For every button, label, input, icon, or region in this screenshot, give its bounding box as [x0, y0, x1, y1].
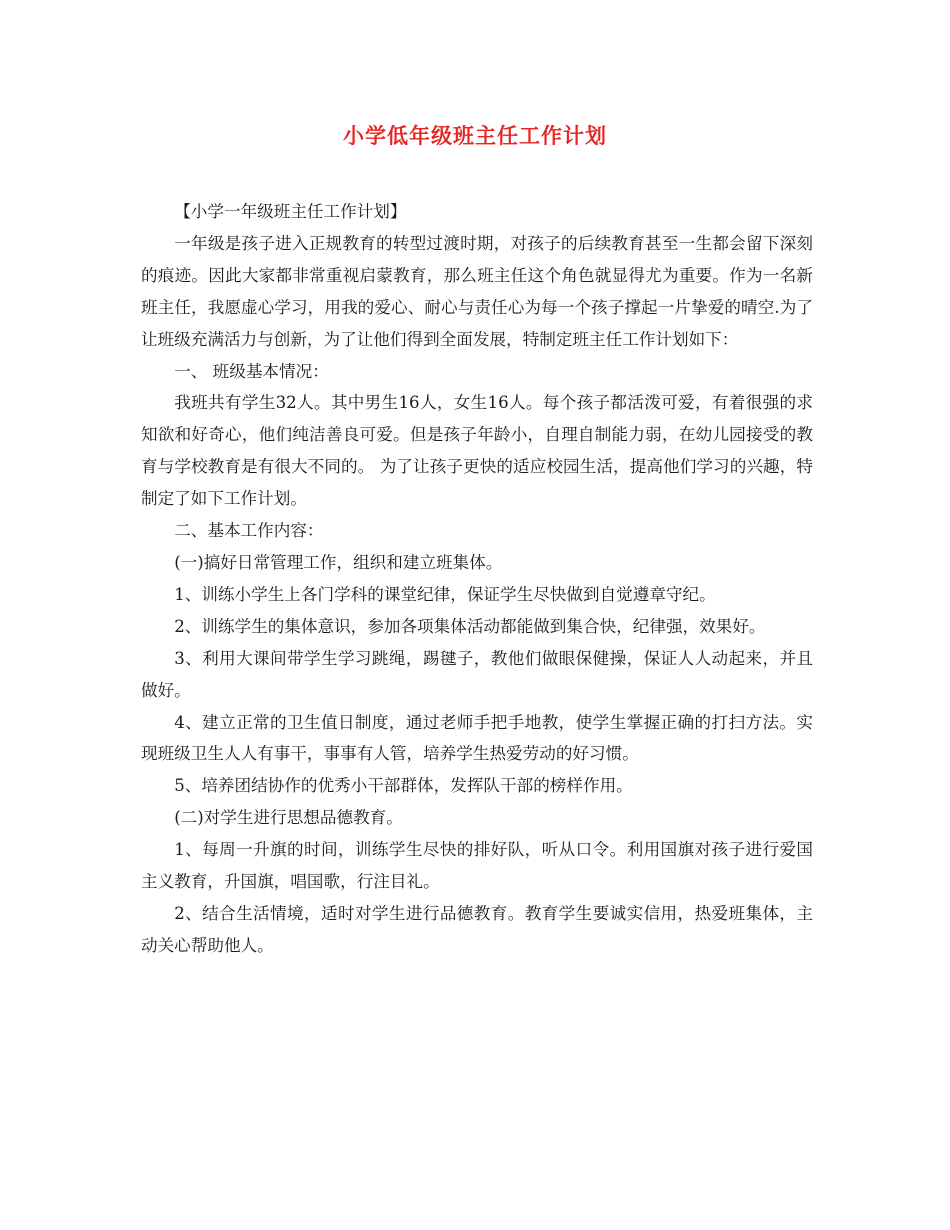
subsection-heading-moral-education: (二)对学生进行思想品德教育。	[174, 808, 403, 828]
list-item: 3、利用大课间带学生学习跳绳，踢毽子，教他们做眼保健操，保证人人动起来，并且做好。	[141, 648, 813, 700]
document-body	[141, 196, 813, 962]
list-item: 2、结合生活情境，适时对学生进行品德教育。教育学生要诚实信用，热爱班集体，主动关心帮助他人。	[141, 903, 813, 955]
list-item: 2、训练学生的集体意识，参加各项集体活动都能做到集合快，纪律强，效果好。	[174, 616, 766, 636]
paragraph-class-info: 我班共有学生32人。其中男生16人，女生16人。每个孩子都活泼可爱，有着很强的求知欲和好奇心，他们纯洁善良可爱。但是孩子年龄小，自理自制能力弱，在幼儿园接受的教育与学校教育是有很大不同的。 为了让孩子更快的适应校园生活，提高他们学习的兴趣，特制定了如下工作计划。	[141, 393, 813, 509]
subsection-heading-daily-management: (一)搞好日常管理工作，组织和建立班集体。	[174, 552, 503, 572]
list-item: 4、建立正常的卫生值日制度，通过老师手把手地教，使学生掌握正确的打扫方法。实现班级卫生人人有事干，事事有人管，培养学生热爱劳动的好习惯。	[141, 712, 813, 764]
list-item: 1、训练小学生上各门学科的课堂纪律，保证学生尽快做到自觉遵章守纪。	[174, 584, 716, 604]
list-item: 1、每周一升旗的时间，训练学生尽快的排好队，听从口令。利用国旗对孩子进行爱国主义教育，升国旗，唱国歌，行注目礼。	[141, 840, 813, 892]
paragraph-intro: 一年级是孩子进入正规教育的转型过渡时期，对孩子的后续教育甚至一生都会留下深刻的痕迹。因此大家都非常重视启蒙教育，那么班主任这个角色就显得尤为重要。作为一名新班主任，我愿虚心学习，用我的爱心、耐心与责任心为每一个孩子撑起一片挚爱的晴空.为了让班级充满活力与创新，为了让他们得到全面发展，特制定班主任工作计划如下：	[141, 233, 813, 349]
section-heading-work-content: 二、基本工作内容：	[174, 521, 324, 541]
list-item: 5、培养团结协作的优秀小干部群体，发挥队干部的榜样作用。	[174, 776, 633, 796]
paragraph-subtitle: 【小学一年级班主任工作计划】	[174, 202, 407, 221]
section-heading-class-info: 一、 班级基本情况：	[174, 361, 329, 381]
document-title: 小学低年级班主任工作计划	[343, 123, 607, 148]
